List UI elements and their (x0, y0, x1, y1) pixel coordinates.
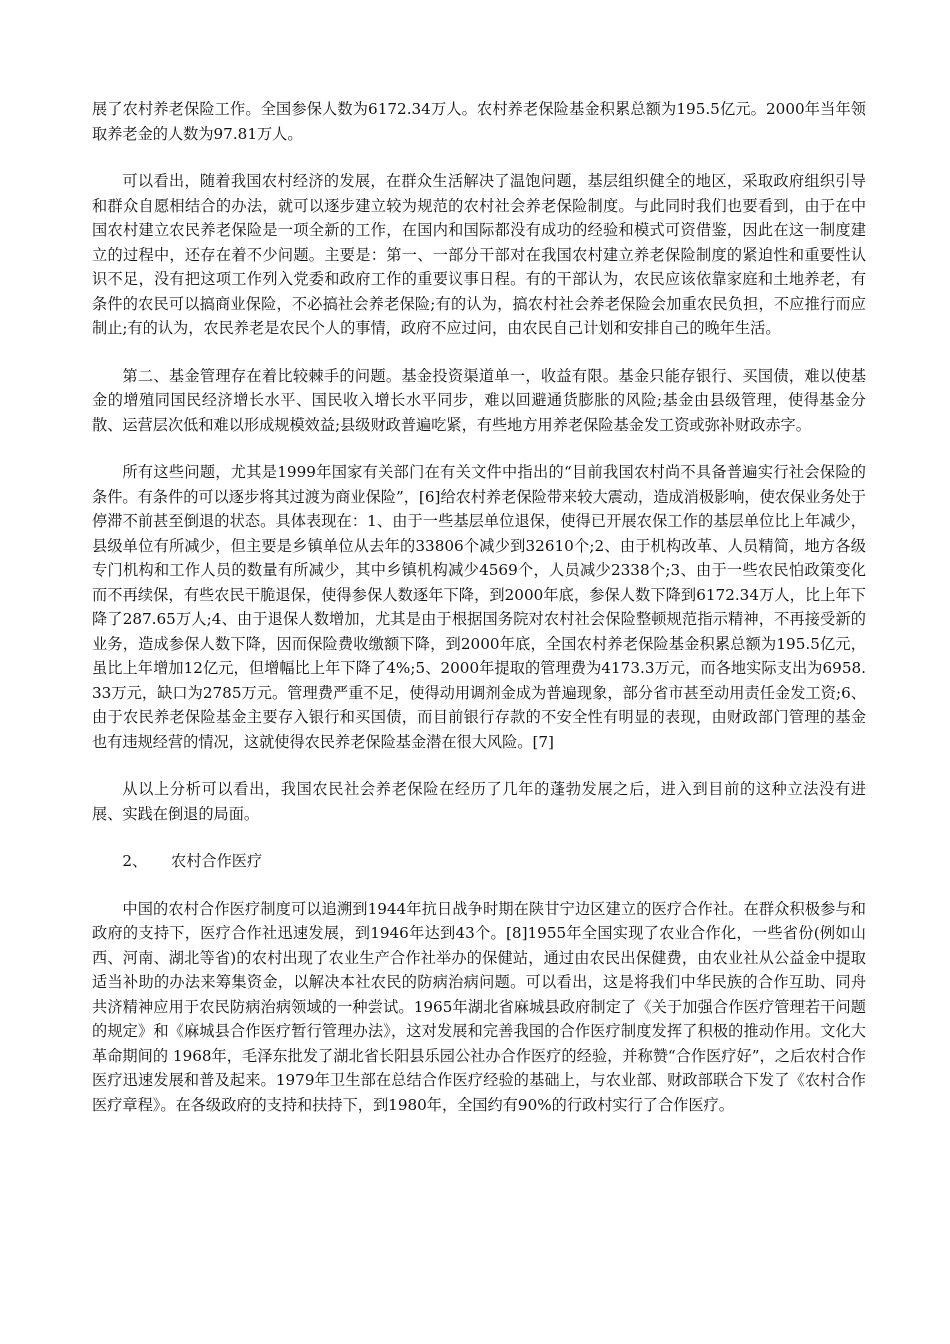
paragraph-gap (92, 146, 866, 169)
document-page (92, 97, 866, 1117)
paragraph-gap (92, 437, 866, 460)
paragraph-cooperative-medical: 中国的农村合作医疗制度可以追溯到1944年抗日战争时期在陕甘宁边区建立的医疗合作社。在群众积极参与和政府的支持下，医疗合作社迅速发展，到1946年达到43个。[8]1955年全国实现了农业合作化，一些省份(例如山西、河南、湖北等省)的农村出现了农业生产合作社举办的保健站，通过由农民出保健费，由农业社从公益金中提取适当补助的办法来筹集资金，以解决本社农民的防病治病问题。可以看出，这是将我们中华民族的合作互助、同舟共济精神应用于农民防病治病领域的一种尝试。1965年湖北省麻城县政府制定了《关于加强合作医疗管理若干问题的规定》和《麻城县合作医疗暂行管理办法》，这对发展和完善我国的合作医疗制度发挥了积极的推动作用。文化大革命期间的 1968年，毛泽东批发了湖北省长阳县乐园公社办合作医疗的经验，并称赞“合作医疗好”，之后农村合作医疗迅速发展和普及起来。1979年卫生部在总结合作医疗经验的基础上，与农业部、财政部联合下发了《农村合作医疗章程》。在各级政府的支持和扶持下，到1980年，全国约有90%的行政村实行了合作医疗。 (92, 899, 866, 1114)
paragraph-continued: 展了农村养老保险工作。全国参保人数为6172.34万人。农村养老保险基金积累总额为195.5亿元。2000年当年领取养老金的人数为97.81万人。 (92, 100, 866, 143)
paragraph-problems-detail: 所有这些问题，尤其是1999年国家有关部门在有关文件中指出的“目前我国农村尚不具备普遍实行社会保险的条件。有条件的可以逐步将其过渡为商业保险”，[6]给农村养老保险带来较大震动，造成消极影响，使农保业务处于停滞不前甚至倒退的状态。具体表现在：1、由于一些基层单位退保，使得已开展农保工作的基层单位比上年减少，县级单位有所减少，但主要是乡镇单位从去年的33806个减少到32610个;2、由于机构改革、人员精简，地方各级专门机构和工作人员的数量有所减少，其中乡镇机构减少4569个，人员减少2338个;3、由于一些农民怕政策变化而不再续保，有些农民干脆退保，使得参保人数逐年下降，到2000年底，参保人数下降到6172.34万人，比上年下降了287.65万人;4、由于退保人数增加，尤其是由于根据国务院对农村社会保险整顿规范指示精神，不再接受新的业务，造成参保人数下降，因而保险费收缴额下降，到2000年底，全国农村养老保险基金积累总额为195.5亿元，虽比上年增加12亿元，但增幅比上年下降了4%;5、2000年提取的管理费为4173.3万元，而各地实际支出为6958.33万元，缺口为2785万元。管理费严重不足，使得动用调剂金成为普遍现象，部分省市甚至动用责任金发工资;6、由于农民养老保险基金主要存入银行和买国债，而目前银行存款的不安全性有明显的表现，由财政部门管理的基金也有违规经营的情况，这就使得农民养老保险基金潜在很大风险。[7] (92, 463, 866, 751)
section-title: 农村合作医疗 (171, 852, 263, 870)
paragraph-gap (92, 754, 866, 777)
paragraph-conclusion: 从以上分析可以看出，我国农民社会养老保险在经历了几年的蓬勃发展之后，进入到目前的这种立法没有进展、实践在倒退的局面。 (92, 780, 866, 823)
paragraph-gap (92, 826, 866, 849)
section-number: 2、 (122, 852, 148, 870)
paragraph-problems-intro: 可以看出，随着我国农村经济的发展，在群众生活解决了温饱问题，基层组织健全的地区，采取政府组织引导和群众自愿相结合的办法，就可以逐步建立较为规范的农村社会养老保险制度。与此同时我们也要看到，由于在中国农村建立农民养老保险是一项全新的工作，在国内和国际都没有成功的经验和模式可资借鉴，因此在这一制度建立的过程中，还存在着不少问题。主要是：第一、一部分干部对在我国农村建立养老保险制度的紧迫性和重要性认识不足，没有把这项工作列入党委和政府工作的重要议事日程。有的干部认为，农民应该依靠家庭和土地养老，有条件的农民可以搞商业保险，不必搞社会养老保险;有的认为，搞农村社会养老保险会加重农民负担，不应推行而应制止;有的认为，农民养老是农民个人的事情，政府不应过问，由农民自己计划和安排自己的晚年生活。 (92, 172, 866, 337)
section-heading (92, 849, 866, 874)
paragraph-gap (92, 874, 866, 897)
paragraph-gap (92, 341, 866, 364)
paragraph-fund-management: 第二、基金管理存在着比较棘手的问题。基金投资渠道单一，收益有限。基金只能存银行、买国债，难以使基金的增殖同国民经济增长水平、国民收入增长水平同步，难以回避通货膨胀的风险;基金由县级管理，使得基金分散、运营层次低和难以形成规模效益;县级财政普遍吃紧，有些地方用养老保险基金发工资或弥补财政赤字。 (92, 366, 866, 434)
